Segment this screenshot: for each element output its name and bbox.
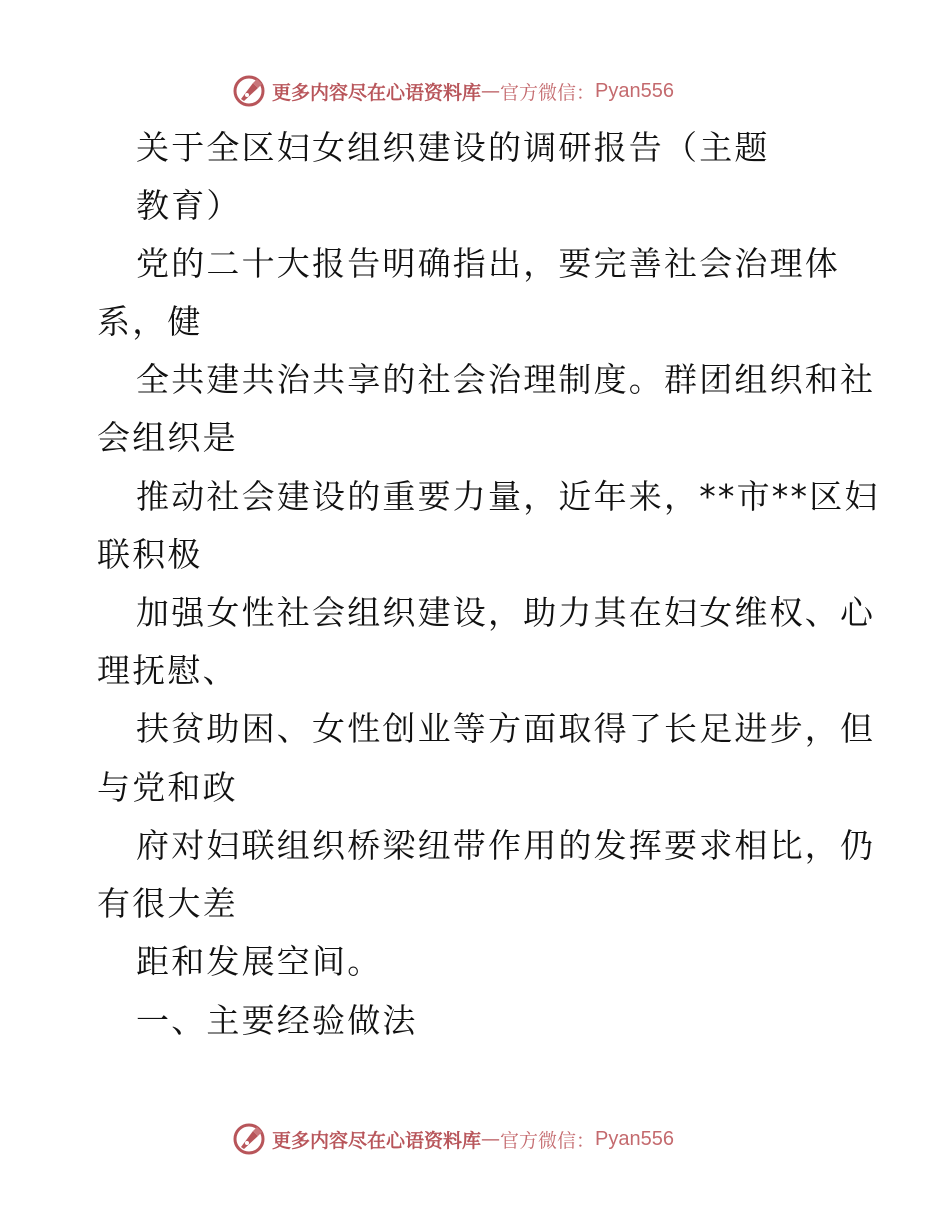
watermark-wechat-label: 官方微信： xyxy=(500,81,596,104)
watermark-separator: — xyxy=(481,80,501,102)
section-heading: 一、主要经验做法 xyxy=(136,1001,418,1040)
paragraph-line: 理抚慰、 xyxy=(97,651,238,690)
paragraph-line: 距和发展空间。 xyxy=(136,942,383,981)
watermark-wechat-id: Pyan556 xyxy=(595,1127,674,1150)
paragraph-line: 加强女性社会组织建设，助力其在妇女维权、心 xyxy=(136,593,876,632)
paragraph-line: 党的二十大报告明确指出，要完善社会治理体 xyxy=(136,244,840,283)
watermark-brand-text: 更多内容尽在心语资料库 xyxy=(272,1129,482,1152)
paragraph-line: 府对妇联组织桥梁纽带作用的发挥要求相比，仍 xyxy=(136,826,876,865)
pen-nib-circle-icon xyxy=(232,74,266,108)
paragraph-line: 与党和政 xyxy=(97,768,238,807)
pen-nib-circle-icon xyxy=(232,1122,266,1156)
paragraph-line: 推动社会建设的重要力量，近年来，**市**区妇 xyxy=(136,477,880,516)
paragraph-line: 有很大差 xyxy=(97,884,238,923)
document-title-line-1: 关于全区妇女组织建设的调研报告（主题 xyxy=(136,128,770,167)
paragraph-line: 系，健 xyxy=(97,302,203,341)
watermark-wechat-label: 官方微信： xyxy=(500,1129,596,1152)
footer-watermark xyxy=(232,1122,732,1156)
header-watermark xyxy=(232,74,732,108)
watermark-separator: — xyxy=(481,1128,501,1150)
paragraph-line: 联积极 xyxy=(97,535,203,574)
paragraph-line: 扶贫助困、女性创业等方面取得了长足进步，但 xyxy=(136,709,876,748)
paragraph-line: 会组织是 xyxy=(97,418,238,457)
watermark-brand-text: 更多内容尽在心语资料库 xyxy=(272,81,482,104)
watermark-wechat-id: Pyan556 xyxy=(595,79,674,102)
paragraph-line: 全共建共治共享的社会治理制度。群团组织和社 xyxy=(136,360,876,399)
document-title-line-2: 教育） xyxy=(136,186,242,225)
